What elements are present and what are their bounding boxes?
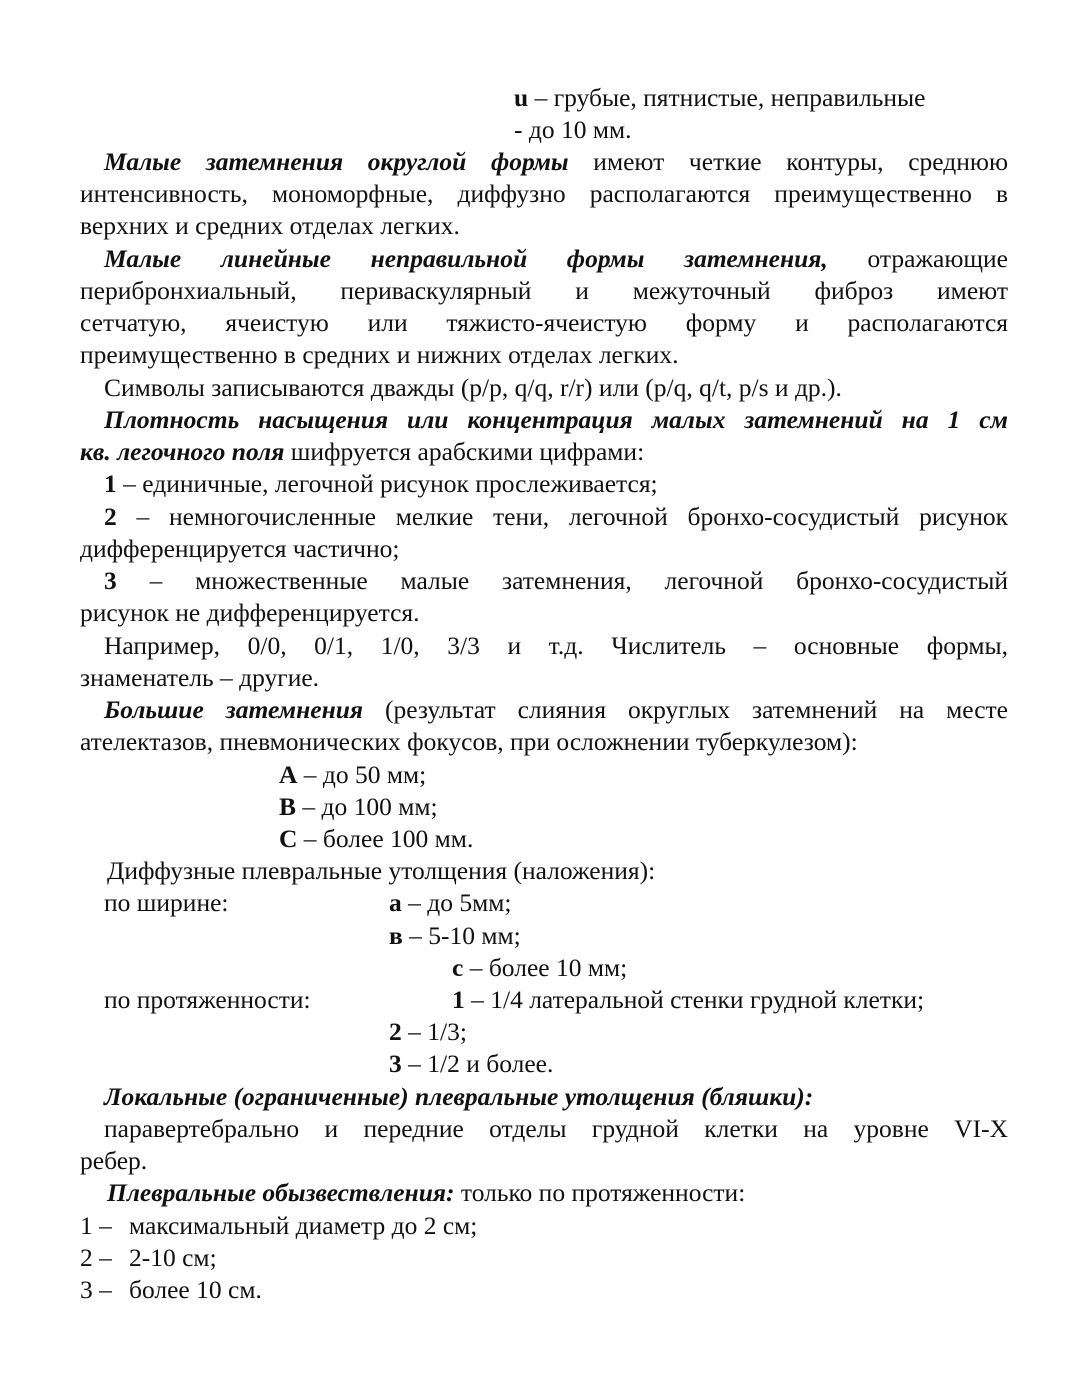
density-item-2-cont: дифференцируется частично; xyxy=(80,534,400,563)
u-definition-line xyxy=(514,82,925,114)
pleural-width-item-a-text: – до 5мм; xyxy=(401,888,512,917)
large-item-a-letter: А xyxy=(279,760,298,789)
pleural-width-item-c xyxy=(452,952,627,984)
density-item-3-cont: рисунок не дифференцируется. xyxy=(80,598,420,627)
example-para-line2: знаменатель – другие. xyxy=(80,663,320,692)
round-para-line1 xyxy=(80,146,1008,178)
pleural-width-item-b-letter: в xyxy=(389,921,403,950)
local-heading: Локальные (ограниченные) плевральные утолщения (бляшки): xyxy=(104,1082,814,1111)
large-para-line2: ателектазов, пневмонических фокусов, при осложнении туберкулезом): xyxy=(80,727,858,756)
pleural-extent-item-1-num: 1 xyxy=(452,985,465,1014)
density-item-2 xyxy=(80,501,1008,533)
calcification-heading: Плевральные обызвествления: xyxy=(107,1178,455,1207)
large-item-a-text: – до 50 мм; xyxy=(297,760,427,789)
pleural-width-item-b-text: – 5-10 мм; xyxy=(402,921,521,950)
pleural-extent-item-2-text: – 1/3; xyxy=(401,1017,467,1046)
density-item-1-text: – единичные, легочной рисунок прослеживается; xyxy=(116,469,658,498)
calcification-text: только по протяженности: xyxy=(454,1178,746,1207)
density-heading-part1: Плотность насыщения или концентрация малых затемнений на 1 см xyxy=(104,405,1008,434)
density-item-2-text: – немногочисленные мелкие тени, легочной бронхо-сосудистый рисунок xyxy=(116,502,1008,531)
density-item-1 xyxy=(104,468,658,500)
density-line2-text: шифруется арабскими цифрами: xyxy=(284,437,645,466)
calcification-item-2 xyxy=(80,1242,217,1274)
pleural-extent-item-3 xyxy=(389,1048,553,1080)
round-line1-text: имеют четкие контуры, среднюю xyxy=(568,147,1008,176)
density-item-3 xyxy=(80,565,1008,597)
large-para-line1 xyxy=(80,694,1008,726)
local-para-line1: паравертебрально и передние отделы грудной клетки на уровне VI-X xyxy=(104,1114,1008,1143)
large-item-c-letter: С xyxy=(279,824,298,853)
pleural-title: Диффузные плевральные утолщения (наложения): xyxy=(107,856,656,885)
large-item-a xyxy=(279,759,426,791)
pleural-width-item-c-letter: с xyxy=(452,953,464,982)
density-item-3-text: – множественные малые затемнения, легочной бронхо-сосудистый xyxy=(116,566,1008,595)
pleural-extent-item-2 xyxy=(389,1016,467,1048)
large-item-c-text: – более 100 мм. xyxy=(297,824,474,853)
linear-heading: Малые линейные неправильной формы затемнения, xyxy=(104,244,828,273)
pleural-width-item-a-letter: а xyxy=(389,888,402,917)
local-para-line2: ребер. xyxy=(80,1146,148,1175)
calcification-line xyxy=(107,1177,745,1209)
u-letter: u xyxy=(514,83,529,112)
calcification-item-1-text: максимальный диаметр до 2 см; xyxy=(129,1211,478,1240)
example-para-line1: Например, 0/0, 0/1, 1/0, 3/3 и т.д. Числитель – основные формы, xyxy=(104,631,1008,660)
calcification-item-1-num: 1 – xyxy=(80,1211,112,1240)
symbols-para: Символы записываются дважды (p/p, q/q, r/r) или (p/q, q/t, p/s и др.). xyxy=(104,373,842,402)
pleural-width-label: по ширине: xyxy=(104,888,229,917)
pleural-extent-item-3-num: 3 xyxy=(389,1049,402,1078)
density-item-2-num: 2 xyxy=(104,502,117,531)
large-item-b-letter: В xyxy=(279,792,297,821)
round-para-line3: верхних и средних отделах легких. xyxy=(80,211,460,240)
pleural-extent-item-2-num: 2 xyxy=(389,1017,402,1046)
density-heading-part2: кв. легочного поля xyxy=(80,437,285,466)
round-para-line2: интенсивность, мономорфные, диффузно располагаются преимущественно в xyxy=(80,179,1008,208)
pleural-width-item-c-text: – более 10 мм; xyxy=(463,953,628,982)
density-item-1-num: 1 xyxy=(104,469,117,498)
linear-line1-text: отражающие xyxy=(827,244,1008,273)
linear-para-line1 xyxy=(80,243,1008,275)
local-title xyxy=(104,1081,813,1113)
linear-para-line3: сетчатую, ячеистую или тяжисто-ячеистую форму и располагаются xyxy=(80,308,1008,337)
pleural-width-item-a xyxy=(389,887,511,919)
density-para-line1 xyxy=(80,404,1008,436)
u-text: – грубые, пятнистые, неправильные xyxy=(528,83,926,112)
pleural-extent-item-1 xyxy=(452,984,924,1016)
large-line1-text: (результат слияния округлых затемнений на месте xyxy=(363,695,1008,724)
large-item-c xyxy=(279,823,473,855)
large-item-b xyxy=(279,791,438,823)
round-heading: Малые затемнения округлой формы xyxy=(104,147,569,176)
density-item-3-num: 3 xyxy=(104,566,117,595)
calcification-item-2-text: 2-10 см; xyxy=(129,1243,217,1272)
calcification-item-2-num: 2 – xyxy=(80,1243,112,1272)
pleural-extent-item-3-text: – 1/2 и более. xyxy=(401,1049,554,1078)
linear-para-line4: преимущественно в средних и нижних отделах легких. xyxy=(80,340,679,369)
calcification-item-3-text: более 10 см. xyxy=(129,1275,262,1304)
calcification-item-1 xyxy=(80,1210,478,1242)
calcification-item-3-num: 3 – xyxy=(80,1275,112,1304)
pleural-width-item-b xyxy=(389,920,521,952)
density-para-line2 xyxy=(80,436,644,468)
u-size-line: - до 10 мм. xyxy=(514,115,632,144)
pleural-extent-item-1-text: – 1/4 латеральной стенки грудной клетки; xyxy=(464,985,925,1014)
calcification-item-3 xyxy=(80,1274,262,1306)
linear-para-line2: перибронхиальный, периваскулярный и межуточный фиброз имеют xyxy=(80,276,1008,305)
large-heading: Большие затемнения xyxy=(104,695,364,724)
pleural-extent-label: по протяженности: xyxy=(104,985,311,1014)
large-item-b-text: – до 100 мм; xyxy=(296,792,438,821)
